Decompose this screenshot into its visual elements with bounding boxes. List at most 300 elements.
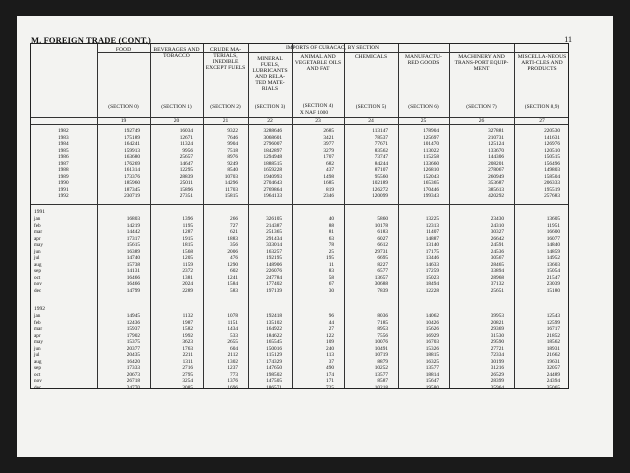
month-label: may [34,242,43,249]
monthly-1992-column [514,313,560,392]
table-cell: 171 [326,378,334,385]
table-cell: 17259 [425,268,439,275]
table-cell: 3421 [323,134,334,141]
table-cell: 7518 [227,147,238,154]
table-cell: 6612 [377,242,388,249]
section-label: (SECTION 0) [108,104,139,110]
table-cell: 25657 [179,154,193,161]
month-label: aug [34,261,42,268]
table-cell: 25 [328,248,334,255]
table-cell: 15023 [425,274,439,281]
monthly-1991-column [292,216,334,295]
table-cell: 83 [328,268,334,275]
monthly-1992-column [344,313,388,392]
table-cell: 133660 [423,160,439,167]
section-label: (SECTION 2) [210,104,241,110]
table-cell: 1434 [227,326,238,333]
table-cell: 1241 [227,274,238,281]
table-cell: 17902 [126,332,140,339]
table-cell: 14442 [126,229,140,236]
table-cell: 158504 [544,173,560,180]
table-cell: 163680 [124,154,140,161]
table-cell: 40 [328,216,334,222]
table-cell: 159913 [124,147,140,154]
monthly-1992-column [97,313,140,392]
table-cell: 102189 [372,180,388,187]
month-label: nov [34,378,42,385]
table-cell: 195 [326,255,334,262]
table-cell: 12436 [126,319,140,326]
table-cell: 1132 [182,313,193,319]
table-cell: 10076 [374,339,388,346]
table-cell: 176269 [124,160,140,167]
table-cell: 1205 [182,255,193,262]
table-cell: 208201 [488,160,504,167]
table-cell: 13577 [374,371,388,378]
table-cell: 175189 [124,134,140,141]
table-cell: 15615 [126,242,140,249]
table-cell: 3254 [182,378,193,385]
table-cell: 1696 [227,385,238,392]
table-cell: 29590 [490,339,504,346]
table-cell: 15375 [126,339,140,346]
table-cell: 9322 [227,128,238,134]
table-cell: 12295 [179,167,193,174]
table-cell: 23039 [546,281,560,288]
table-cell: 192195 [266,255,282,262]
table-cell: 727 [230,222,238,229]
table-cell: 2112 [227,352,238,359]
table-cell: 1195 [182,222,193,229]
table-cell: 24310 [490,222,504,229]
table-cell: 1396 [182,216,193,222]
month-label: jul [34,255,40,262]
table-cell: 10719 [374,352,388,359]
table-cell: 13605 [546,216,560,222]
table-cell: 19631 [546,358,560,365]
table-cell: 13446 [425,255,439,262]
table-cell: 16803 [126,216,140,222]
table-cell: 58 [328,274,334,281]
table-cell: 1992 [182,332,193,339]
column-header: MACHINERY AND TRANS-PORT EQUIP-MENT [454,54,509,72]
month-label: dec [34,288,42,295]
months-1992 [34,313,43,392]
table-cell: 161314 [124,167,140,174]
month-label: oct [34,274,41,281]
table-cell: 1763 [182,345,193,352]
table-cell: 3068601 [263,134,282,141]
monthly-1991-column [449,216,504,295]
table-cell: 195519 [544,186,560,193]
table-cell: 15647 [425,378,439,385]
table-cell: 8953 [377,326,388,333]
column-header: BEVERAGES AND TOBACCO [153,47,200,59]
table-cell: 1237 [227,365,238,372]
column-header: MANUFACTU-RED GOODS [405,54,442,66]
monthly-1991-column [514,216,560,295]
table-cell: 27351 [179,193,193,200]
table-cell: 260949 [488,173,504,180]
month-label: apr [34,332,41,339]
table-cell: 819 [326,186,334,193]
table-cell: 533 [230,332,238,339]
table-cell: 13577 [425,365,439,372]
table-cell: 230719 [124,193,140,200]
table-cell: 7556 [377,332,388,339]
table-cell: 2346 [323,193,334,200]
table-cell: 120099 [372,193,388,200]
column-number: 23 [315,118,321,124]
page-number: 11 [564,35,572,44]
table-cell: 1815 [182,242,193,249]
table-cell: 9249 [227,160,238,167]
table-cell: 14840 [546,242,560,249]
table-cell: 14647 [179,160,193,167]
table-cell: 78537 [374,134,388,141]
annual-column [398,128,439,200]
monthly-1992-column [449,313,504,392]
table-cell: 115258 [423,154,439,161]
block-year-1991: 1991 [34,209,45,215]
table-cell: 23430 [490,216,504,222]
table-cell: 13603 [546,261,560,268]
table-cell: 437 [326,167,334,174]
table-cell: 1685 [323,180,334,187]
table-cell: 33894 [490,268,504,275]
section-label: (SECTION 6) [408,104,439,110]
table-cell: 177402 [266,281,282,288]
table-cell: 226076 [266,268,282,275]
table-cell: 13140 [425,242,439,249]
table-cell: 8540 [227,167,238,174]
table-cell: 10218 [374,385,388,392]
table-cell: 773 [230,371,238,378]
table-cell: 12599 [546,319,560,326]
table-cell: 18494 [425,281,439,288]
column-number: 22 [267,118,273,124]
month-label: may [34,339,43,346]
column-header: CRUDE MA-TERIALS, INEDIBLE EXCEPT FUELS [205,47,246,71]
table-cell: 11703 [224,186,238,193]
table-cell: 12313 [425,222,439,229]
table-cell: 14296 [224,180,238,187]
table-cell: 21852 [546,332,560,339]
table-cell: 87107 [374,167,388,174]
table-cell: 257683 [544,193,560,200]
table-cell: 30688 [374,281,388,288]
table-cell: 10178 [374,222,388,229]
table-cell: 115129 [266,352,282,359]
table-cell: 266 [230,216,238,222]
table-cell: 8879 [377,358,388,365]
month-label: jan [34,313,41,319]
unit-label: X NAF 1000 [299,110,329,116]
month-label: dec [34,385,42,392]
table-cell: 147650 [266,365,282,372]
table-cell: 150016 [266,345,282,352]
table-cell: 77671 [374,141,388,148]
table-cell: 2211 [182,352,193,359]
monthly-1991-column [150,216,193,295]
table-cell: 251365 [266,229,282,236]
table-cell: 682 [326,160,334,167]
table-cell: 32057 [546,365,560,372]
table-cell: 2024 [182,281,193,288]
table-cell: 220530 [544,128,560,134]
column-header: CHEMICALS [354,54,388,60]
table-cell: 14945 [126,313,140,319]
page-title: M. FOREIGN TRADE (CONT.) [31,35,151,45]
table-cell: 10252 [374,365,388,372]
table-cell: 214387 [266,222,282,229]
table-cell: 353687 [488,180,504,187]
column-number: 27 [539,118,545,124]
year-label: 1986 [58,154,69,161]
column-number: 21 [222,118,229,124]
table-cell: 604 [230,345,238,352]
month-label: apr [34,235,41,242]
table-cell: 2795 [182,371,193,378]
monthly-1992-column [203,313,238,392]
table-cell: 31216 [490,365,504,372]
table-cell: 26529 [490,371,504,378]
block-year-1992: 1992 [34,306,45,312]
table-cell: 1151 [227,319,238,326]
table-cell: 83562 [374,147,388,154]
table-cell: 135102 [266,319,282,326]
month-label: aug [34,358,42,365]
table-cell: 1883 [227,235,238,242]
table-cell: 21547 [546,274,560,281]
table-cell: 2372 [182,268,193,275]
table-cell: 165545 [266,339,282,346]
table-cell: 30327 [490,229,504,236]
month-label: feb [34,222,41,229]
table-cell: 15054 [546,268,560,275]
table-cell: 10703 [224,173,238,180]
table-cell: 278067 [488,167,504,174]
table-cell: 621 [230,229,238,236]
years-column [58,128,69,200]
table-cell: 14740 [126,255,140,262]
table-cell: 210731 [488,134,504,141]
table-cell: 24394 [546,378,560,385]
months-1991 [34,216,43,295]
table-cell: 14799 [126,288,140,295]
table-cell: 3085 [182,385,193,392]
table-cell: 1568 [182,248,193,255]
table-cell: 11324 [179,141,193,148]
table-cell: 198502 [266,371,282,378]
table-cell: 1311 [182,358,193,365]
table-cell: 602 [230,268,238,275]
month-label: jan [34,216,41,222]
table-cell: 16703 [425,339,439,346]
table-cell: 126810 [423,167,439,174]
table-cell: 174329 [266,358,282,365]
month-label: nov [34,281,42,288]
table-cell: 2685 [323,128,334,134]
table-cell: 14887 [425,235,439,242]
table-cell: 14633 [425,261,439,268]
table-cell: 15326 [425,345,439,352]
table-cell: 8587 [377,378,388,385]
table-cell: 356 [230,242,238,249]
table-cell: 31530 [490,332,504,339]
table-cell: 1940993 [263,173,282,180]
table-cell: 21662 [546,352,560,359]
table-cell: 26718 [126,378,140,385]
table-cell: 247784 [266,274,282,281]
section-label: (SECTION 1) [161,104,192,110]
table-cell: 490 [326,365,334,372]
table-cell: 16420 [126,358,140,365]
table-cell: 28968 [490,274,504,281]
table-cell: 240 [326,345,334,352]
table-cell: 291434 [266,235,282,242]
table-cell: 3279 [323,147,334,154]
table-cell: 141631 [544,134,560,141]
monthly-1992-column [398,313,439,392]
table-cell: 420292 [488,193,504,200]
year-label: 1991 [58,186,69,193]
table-cell: 29731 [374,248,388,255]
table-cell: 1498 [323,173,334,180]
table-cell: 88 [328,222,334,229]
table-cell: 18815 [425,352,439,359]
table-cell: 24591 [490,242,504,249]
table-cell: 109 [326,339,334,346]
table-cell: 17333 [126,365,140,372]
table-cell: 15738 [126,261,140,268]
table-cell: 2289 [182,288,193,295]
table-cell: 327881 [488,128,504,134]
table-cell: 1302 [227,358,238,365]
table-cell: 476 [230,255,238,262]
month-label: sep [34,268,41,275]
table-cell: 2655 [227,339,238,346]
table-cell: 1582 [182,326,193,333]
table-cell: 16466 [126,281,140,288]
table-cell: 125697 [423,134,439,141]
table-cell: 16929 [425,332,439,339]
monthly-1991-column [203,216,238,295]
table-cell: 113022 [423,147,439,154]
table-cell: 20435 [126,352,140,359]
table-cell: 192749 [124,128,140,134]
year-label: 1982 [58,128,69,134]
table-cell: 10491 [374,345,388,352]
table-cell: 73747 [374,154,388,161]
table-cell: 72334 [490,352,504,359]
month-label: jun [34,345,41,352]
monthly-1992-column [292,313,334,392]
year-label: 1985 [58,147,69,154]
table-cell: 165365 [423,180,439,187]
table-cell: 27721 [490,345,504,352]
table-cell: 18562 [546,339,560,346]
table-cell: 1707 [323,154,334,161]
table-cell: 2796007 [263,141,282,148]
table-cell: 14859 [546,248,560,255]
table-cell: 1376 [227,378,238,385]
table-cell: 1842897 [263,147,282,154]
month-label: mar [34,229,43,236]
table-cell: 1381 [182,274,193,281]
table-cell: 1659228 [263,167,282,174]
year-label: 1984 [58,141,69,148]
table-cell: 39953 [490,313,504,319]
table-cell: 16034 [179,128,193,134]
table-cell: 2769864 [263,186,282,193]
table-cell: 27 [328,326,334,333]
table-cell: 16325 [425,358,439,365]
table-cell: 28465 [490,261,504,268]
table-cell: 583 [230,288,238,295]
section-label: (SECTION 8,9) [524,104,560,110]
table-cell: 84244 [374,160,388,167]
table-cell: 16077 [546,235,560,242]
table-cell: 125124 [488,141,504,148]
annual-column [449,128,504,200]
table-cell: 152043 [423,173,439,180]
table-cell: 15180 [546,288,560,295]
table-cell: 7646 [227,134,238,141]
table-cell: 95560 [374,173,388,180]
table-cell: 13657 [374,274,388,281]
annual-column [292,128,334,200]
table-cell: 11407 [425,229,439,236]
table-cell: 16600 [546,229,560,236]
table-cell: 7839 [377,288,388,295]
annual-column [248,128,282,200]
table-cell: 24489 [546,371,560,378]
table-cell: 8227 [377,261,388,268]
table-cell: 18931 [546,345,560,352]
table-cell: 13225 [425,216,439,222]
table-cell: 11 [328,261,334,268]
table-cell: 206333 [544,180,560,187]
table-cell: 326105 [266,216,282,222]
table-cell: 1159 [182,261,193,268]
table-cell: 1987 [182,319,193,326]
table-cell: 126976 [544,141,560,148]
table-cell: 2006 [227,248,238,255]
table-cell: 11951 [546,222,560,229]
monthly-1991-column [398,216,439,295]
table-cell: 12543 [546,313,560,319]
table-cell: 10426 [425,319,439,326]
table-cell: 16717 [546,326,560,333]
table-cell: 101470 [423,141,439,148]
table-cell: 133670 [488,147,504,154]
table-cell: 6577 [377,268,388,275]
annual-column [203,128,238,200]
table-cell: 28839 [179,173,193,180]
column-header: MINERAL FUELS, LUBRICANTS AND RELA-TED MATE-RIALS [252,56,288,92]
table-cell: 113 [326,352,334,359]
table-cell: 1294948 [263,154,282,161]
table-cell: 2716 [182,365,193,372]
table-cell: 81 [328,229,334,236]
section-label: (SECTION 7) [466,104,497,110]
month-label: sep [34,365,41,372]
annual-column [150,128,193,200]
table-cell: 63 [328,235,334,242]
table-cell: 120510 [544,147,560,154]
table-cell: 126272 [372,186,388,193]
